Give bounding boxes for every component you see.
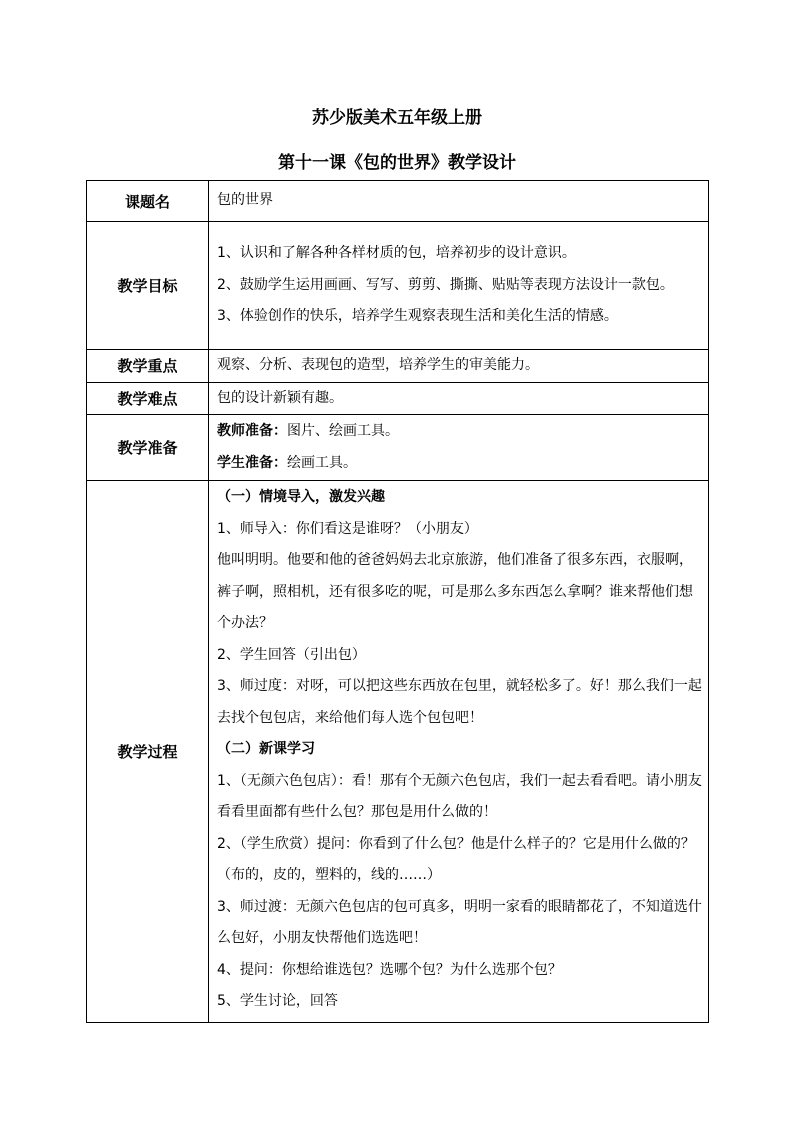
difficulty-text: 包的设计新颖有趣。 — [217, 389, 343, 406]
row-value-goals — [209, 222, 709, 350]
table-row-goals — [87, 222, 709, 350]
row-label-process: 教学过程 — [87, 481, 209, 1023]
process-item: 他叫明明。他要和他的爸爸妈妈去北京旅游，他们准备了很多东西，衣服啊，裤子啊，照相机，还有很多吃的呢，可是那么多东西怎么拿啊？谁来帮他们想个办法？ — [217, 552, 693, 631]
row-value-focus — [209, 350, 709, 383]
teacher-prep-label: 教师准备： — [217, 423, 287, 439]
row-label-difficulty: 教学难点 — [87, 382, 209, 415]
table-row-prep — [87, 415, 709, 481]
row-label-prep: 教学准备 — [87, 415, 209, 481]
process-item: 2、（学生欣赏）提问：你看到了什么包？他是什么样子的？它是用什么做的？（布的，皮的，塑料的，线的……） — [217, 835, 695, 883]
lesson-title: 第十一课《包的世界》教学设计 — [278, 153, 516, 173]
table-row-difficulty — [87, 382, 709, 415]
document-title: 苏少版美术五年级上册 — [312, 108, 482, 128]
goal-item: 2、鼓励学生运用画画、写写、剪剪、撕撕、贴贴等表现方法设计一款包。 — [217, 276, 674, 293]
teacher-prep — [217, 416, 702, 448]
row-value-topic — [209, 181, 709, 222]
row-label-topic: 课题名 — [87, 181, 209, 222]
process-item: 1、（无颜六色包店）：看！那有个无颜六色包店，我们一起去看看吧。请小朋友看看里面都有些什么包？那包是用什么做的！ — [217, 772, 702, 820]
process-item: 3、师过渡：无颜六色包店的包可真多，明明一家看的眼睛都花了，不知道选什么包好，小朋友快帮他们选选吧！ — [217, 898, 702, 946]
process-item: 2、学生回答（引出包） — [217, 646, 366, 663]
student-prep-label: 学生准备： — [217, 454, 287, 471]
process-item: 1、师导入：你们看这是谁呀？（小朋友） — [217, 520, 478, 537]
process-item: 3、师过度：对呀，可以把这些东西放在包里，就轻松多了。好！那么我们一起去找个包包店，来给他们每人选个包包吧！ — [217, 678, 702, 726]
section-heading: （一）情境导入，激发兴趣 — [217, 489, 385, 505]
lesson-plan-table — [86, 180, 709, 1023]
row-value-prep — [209, 415, 709, 481]
focus-text: 观察、分析、表现包的造型，培养学生的审美能力。 — [217, 357, 539, 373]
table-row-focus — [87, 350, 709, 383]
row-value-process — [209, 481, 709, 1023]
student-prep — [217, 448, 702, 480]
goal-item: 1、认识和了解各种各样材质的包，培养初步的设计意识。 — [217, 245, 576, 262]
table-row-topic — [87, 181, 709, 222]
process-item: 5、学生讨论，回答 — [217, 993, 338, 1009]
process-item: 4、提问：你想给谁选包？选哪个包？为什么选那个包？ — [217, 961, 562, 978]
row-label-focus: 教学重点 — [87, 350, 209, 383]
teacher-prep-value: 图片、绘画工具。 — [287, 423, 399, 439]
student-prep-value: 绘画工具。 — [287, 454, 357, 471]
row-label-goals: 教学目标 — [87, 222, 209, 350]
topic-text: 包的世界 — [217, 192, 273, 209]
row-value-difficulty — [209, 382, 709, 415]
goal-item: 3、体验创作的快乐，培养学生观察表现生活和美化生活的情感。 — [217, 308, 618, 325]
section-heading: （二）新课学习 — [217, 741, 315, 757]
table-row-process — [87, 481, 709, 1023]
